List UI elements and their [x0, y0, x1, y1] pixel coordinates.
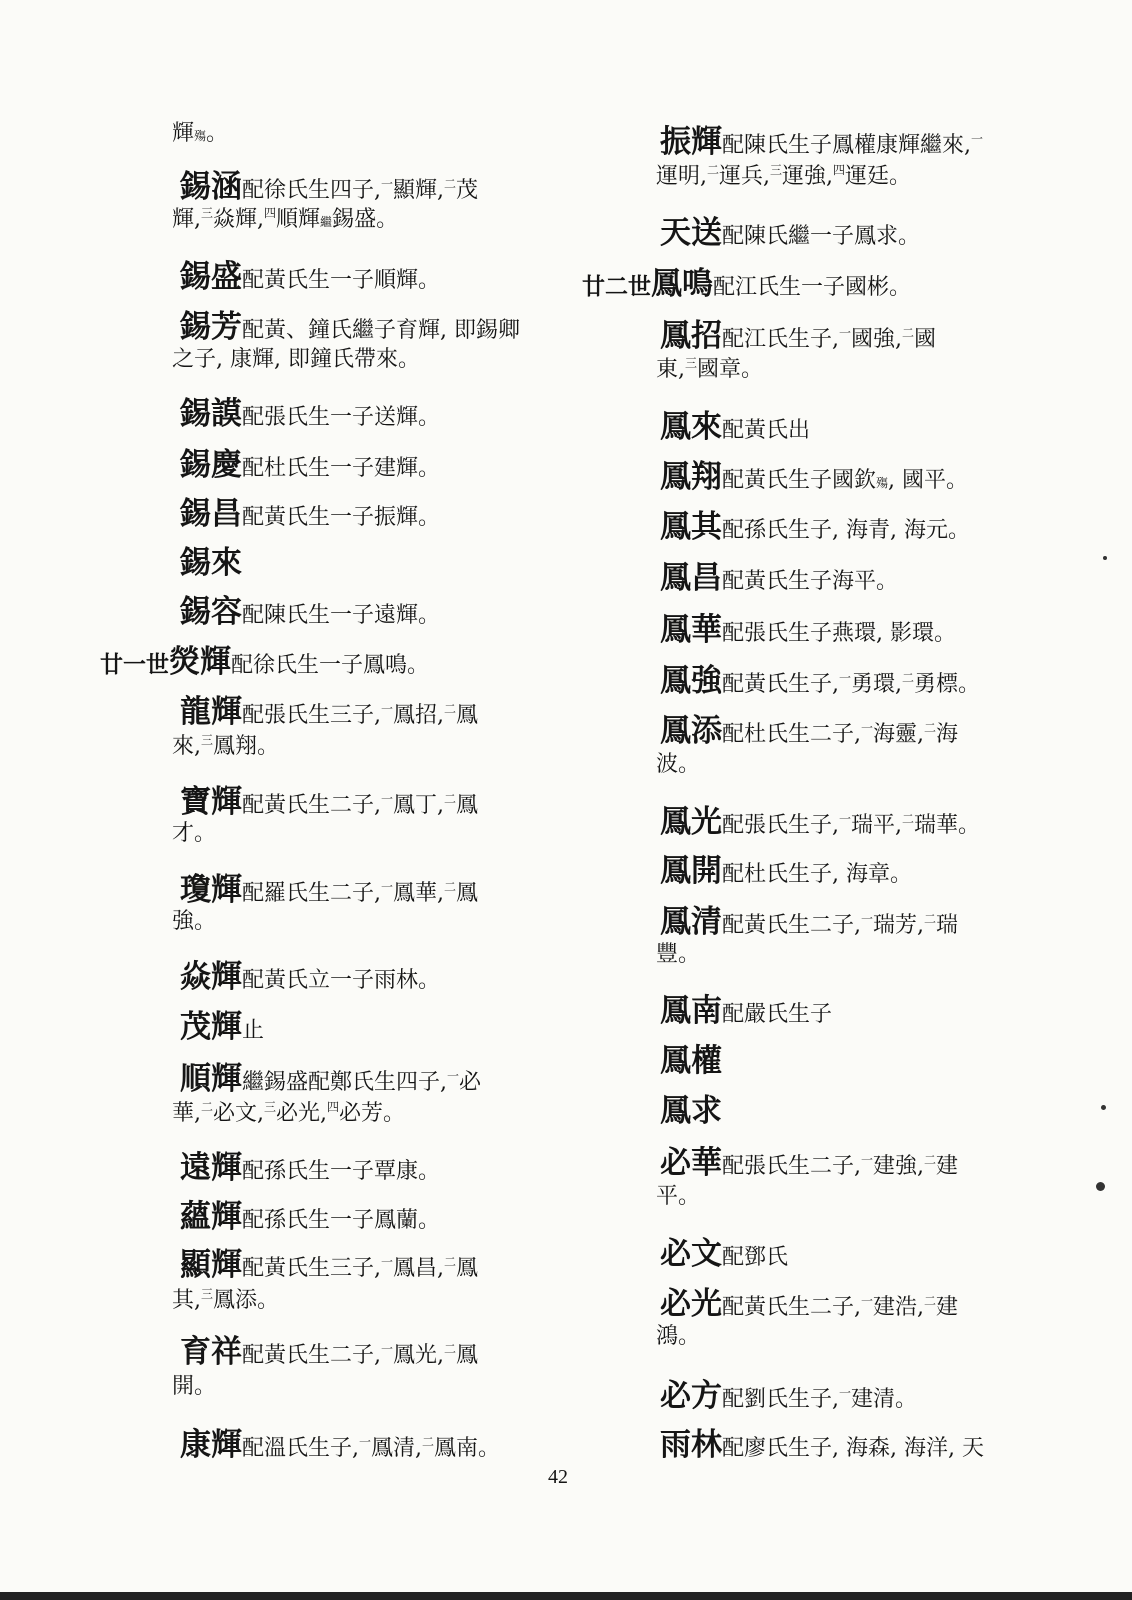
entry-line	[180, 169, 479, 205]
ordinal-marker: 一	[861, 912, 874, 926]
child-name: 必文,	[213, 1101, 265, 1126]
entry-text: 配孫氏生一子鳳蘭。	[242, 1208, 441, 1233]
entry-text: 配黃氏生子,	[722, 672, 839, 697]
ordinal-marker: 二	[444, 702, 457, 716]
child-name: 海靈,	[873, 722, 925, 747]
child-name: 鳳	[456, 881, 479, 906]
ordinal-marker: 三	[201, 1287, 214, 1301]
child-name: 鳳	[456, 1343, 479, 1368]
entry-text: 開。	[172, 1374, 217, 1399]
child-name: 國	[914, 327, 937, 352]
scan-border	[0, 1592, 1132, 1600]
person-name: 寶輝	[180, 784, 242, 820]
entry-text: 配黃氏生二子,	[242, 1343, 381, 1368]
child-name: 焱輝,	[213, 207, 265, 232]
child-name: 顯輝,	[393, 178, 445, 203]
entry-line	[180, 1150, 441, 1186]
person-name: 焱輝	[180, 959, 242, 995]
child-name: 運兵,	[719, 164, 771, 189]
ordinal-marker: 二	[444, 880, 457, 894]
child-name: 國強,	[851, 327, 903, 352]
entry-text: 配黃氏生子海平。	[722, 569, 899, 594]
child-name: 瑞	[936, 913, 959, 938]
entry-line	[660, 1427, 984, 1463]
entry-line	[172, 1376, 216, 1398]
entry-text: 配溫氏生子,	[242, 1436, 359, 1461]
ordinal-marker: 四	[833, 163, 846, 177]
entry-text: 東,	[656, 357, 685, 382]
child-name: 鳳華,	[393, 881, 445, 906]
entry-line	[656, 164, 911, 188]
ordinal-marker: 三	[201, 206, 214, 220]
entry-tail: 錫盛。	[332, 207, 399, 232]
entry-text: 平。	[656, 1184, 701, 1209]
scan-speck	[1101, 1105, 1106, 1110]
person-name: 鳳權	[660, 1043, 722, 1079]
entry-text: 配黃、鐘氏繼子育輝, 即錫卿	[242, 318, 520, 343]
child-name: 鳳清,	[371, 1436, 423, 1461]
child-name: 瑞芳,	[873, 913, 925, 938]
child-name: 運強,	[782, 164, 834, 189]
child-name: 茂	[456, 178, 479, 203]
entry-text: 配嚴氏生子	[722, 1002, 833, 1027]
entry-text: 配黃氏生三子,	[242, 1256, 381, 1281]
person-name: 鳳清	[660, 904, 722, 940]
ordinal-marker: 一	[861, 721, 874, 735]
entry-line	[180, 496, 441, 532]
entry-line	[172, 911, 216, 933]
person-name: 鳳光	[660, 804, 722, 840]
person-name: 鳳其	[660, 509, 722, 545]
entry-line	[180, 1427, 501, 1463]
ordinal-marker: 一	[447, 1069, 460, 1083]
entry-line	[660, 509, 970, 545]
entry-text: 鴻。	[656, 1324, 701, 1349]
entry-line	[660, 853, 912, 889]
entry-text: 配羅氏生二子,	[242, 881, 381, 906]
ordinal-marker: 一	[381, 1342, 394, 1356]
person-name: 鳳招	[660, 318, 722, 354]
entry-text: 配黃氏生一子振輝。	[242, 505, 441, 530]
entry-line	[180, 309, 520, 345]
child-name: 鳳招,	[393, 703, 445, 728]
entry-line	[172, 207, 398, 231]
page-number: 42	[548, 1466, 568, 1488]
entry-line	[660, 1145, 959, 1181]
entry-line	[660, 612, 956, 648]
ordinal-marker: 二	[902, 812, 915, 826]
ordinal-marker: 一	[839, 326, 852, 340]
child-name: 海	[936, 722, 959, 747]
child-name: 鳳添。	[213, 1288, 280, 1313]
ordinal-marker: 四	[327, 1100, 340, 1114]
person-name: 鳳求	[660, 1093, 722, 1129]
entry-line	[172, 123, 228, 145]
person-name: 錫慶	[180, 447, 242, 483]
child-name: 必光,	[276, 1101, 328, 1126]
entry-line	[660, 1043, 722, 1079]
person-name: 龍輝	[180, 694, 242, 730]
entry-text: 其,	[172, 1288, 201, 1313]
ordinal-marker: 二	[444, 1255, 457, 1269]
entry-text: 豐。	[656, 942, 701, 967]
entry-line	[180, 694, 479, 730]
entry-text: 配黃氏生一子順輝。	[242, 268, 441, 293]
ordinal-marker: 二	[902, 326, 915, 340]
person-name: 順輝	[180, 1061, 242, 1097]
person-name: 遠輝	[180, 1150, 242, 1186]
entry-line	[660, 124, 984, 160]
entry-line	[660, 713, 959, 749]
child-name: 建強,	[873, 1154, 925, 1179]
person-name: 天送	[660, 215, 722, 251]
entry-line	[172, 349, 420, 371]
person-name: 錫謨	[180, 396, 242, 432]
child-name: 瑞平,	[851, 813, 903, 838]
scan-speck	[1103, 556, 1107, 560]
entry-line	[660, 663, 981, 699]
person-name: 錫容	[180, 594, 242, 630]
entry-text: 配張氏生子燕環, 影環。	[722, 621, 956, 646]
ordinal-marker: 三	[201, 733, 214, 747]
ordinal-marker: 一	[839, 1386, 852, 1400]
person-name: 顯輝	[180, 1247, 242, 1283]
entry-line	[660, 1378, 918, 1414]
entry-line	[656, 1326, 700, 1348]
entry-line	[180, 1061, 482, 1097]
person-name: 錫盛	[180, 259, 242, 295]
ordinal-marker: 二	[444, 1342, 457, 1356]
child-name: 國章。	[697, 357, 764, 382]
entry-line	[172, 1288, 279, 1312]
entry-text: 配黃氏生二子,	[242, 793, 381, 818]
entry-line	[172, 734, 279, 758]
person-name: 錫涵	[180, 169, 242, 205]
entry-text: 配杜氏生一子建輝。	[242, 456, 441, 481]
person-name: 錫芳	[180, 309, 242, 345]
annotation-note: 繼	[320, 215, 333, 229]
entry-text: 來,	[172, 734, 201, 759]
entry-line	[180, 1009, 265, 1045]
entry-text: 配黃氏生二子,	[722, 913, 861, 938]
child-name: 鳳光,	[393, 1343, 445, 1368]
child-name: 勇環,	[851, 672, 903, 697]
entry-text: 配黃氏生子國欽	[722, 468, 877, 493]
entry-tail: , 國平。	[888, 468, 969, 493]
ordinal-marker: 二	[924, 1294, 937, 1308]
child-name: 建浩,	[873, 1295, 925, 1320]
entry-text: 波。	[656, 752, 701, 777]
child-name: 瑞華。	[914, 813, 981, 838]
child-name: 鳳昌,	[393, 1256, 445, 1281]
person-name: 蘊輝	[180, 1199, 242, 1235]
ordinal-marker: 二	[422, 1435, 435, 1449]
entry-text: 配劉氏生子,	[722, 1387, 839, 1412]
scan-speck	[1096, 1182, 1105, 1191]
person-name: 必方	[660, 1378, 722, 1414]
child-name: 鳳	[456, 793, 479, 818]
entry-text: 配張氏生二子,	[722, 1154, 861, 1179]
person-name: 鳳強	[660, 663, 722, 699]
ordinal-marker: 二	[201, 1100, 214, 1114]
entry-text: 配陳氏生一子遠輝。	[242, 603, 441, 628]
entry-text: 配杜氏生子, 海章。	[722, 862, 912, 887]
person-name: 鳳南	[660, 993, 722, 1029]
entry-text: 配黃氏立一子雨林。	[242, 968, 441, 993]
child-name: 必	[459, 1070, 482, 1095]
ordinal-marker: 二	[707, 163, 720, 177]
ordinal-marker: 一	[381, 702, 394, 716]
ordinal-marker: 一	[381, 880, 394, 894]
entry-text: 配張氏生子,	[722, 813, 839, 838]
entry-text: 配陳氏繼一子鳳求。	[722, 224, 921, 249]
child-name: 鳳	[456, 703, 479, 728]
entry-line	[180, 1334, 479, 1370]
child-name: 勇標。	[914, 672, 981, 697]
entry-tail: 。	[206, 121, 229, 146]
ordinal-marker: 三	[264, 1100, 277, 1114]
entry-text: 配孫氏生一子覃康。	[242, 1159, 441, 1184]
entry-line	[180, 594, 441, 630]
child-name: 鳳翔。	[213, 734, 280, 759]
entry-line	[656, 754, 700, 776]
child-name: 建清。	[851, 1387, 918, 1412]
person-name: 熒輝	[169, 644, 231, 680]
entry-line	[656, 357, 763, 381]
entry-line	[180, 396, 441, 432]
entry-text: 配張氏生三子,	[242, 703, 381, 728]
person-name: 茂輝	[180, 1009, 242, 1045]
ordinal-marker: 二	[444, 177, 457, 191]
entry-text: 運明,	[656, 164, 707, 189]
entry-text: 配黃氏生二子,	[722, 1295, 861, 1320]
entry-line	[660, 409, 811, 445]
entry-text: 配廖氏生子, 海森, 海洋, 天	[722, 1436, 984, 1461]
ordinal-marker: 二	[444, 792, 457, 806]
child-name: 必芳。	[339, 1101, 406, 1126]
child-name: 鳳	[456, 1256, 479, 1281]
ordinal-marker: 二	[902, 671, 915, 685]
entry-text: 配陳氏生子鳳權康輝繼來,	[722, 133, 971, 158]
entry-text: 止	[242, 1018, 265, 1043]
child-name: 鳳丁,	[393, 793, 445, 818]
entry-text: 配孫氏生子, 海青, 海元。	[722, 518, 970, 543]
entry-text: 輝,	[172, 207, 201, 232]
entry-text: 才。	[172, 821, 217, 846]
entry-line	[660, 1093, 722, 1129]
person-name: 鳳開	[660, 853, 722, 889]
ordinal-marker: 一	[381, 1255, 394, 1269]
child-name: 建	[936, 1295, 959, 1320]
person-name: 必華	[660, 1145, 722, 1181]
generation-label: 廿一世	[100, 651, 169, 678]
entry-text: 配徐氏生一子鳳鳴。	[231, 653, 430, 678]
person-name: 錫來	[180, 545, 242, 581]
entry-line	[180, 447, 441, 483]
entry-line	[180, 259, 441, 295]
ordinal-marker: 一	[839, 812, 852, 826]
entry-line	[180, 872, 479, 908]
entry-line	[172, 823, 216, 845]
person-name: 鳳鳴	[651, 266, 713, 302]
ordinal-marker: 一	[359, 1435, 372, 1449]
ordinal-marker: 一	[861, 1153, 874, 1167]
ordinal-marker: 一	[381, 177, 394, 191]
child-name: 運廷。	[845, 164, 912, 189]
person-name: 振輝	[660, 124, 722, 160]
person-name: 錫昌	[180, 496, 242, 532]
entry-text: 輝	[172, 121, 195, 146]
person-name: 鳳翔	[660, 459, 722, 495]
ordinal-marker: 三	[770, 163, 783, 177]
entry-line	[180, 545, 242, 581]
ordinal-marker: 一	[971, 132, 984, 146]
entry-text: 繼錫盛配鄭氏生四子,	[242, 1070, 447, 1095]
entry-line	[180, 784, 479, 820]
person-name: 必文	[660, 1236, 722, 1272]
entry-line	[660, 459, 969, 495]
entry-line	[100, 644, 430, 680]
entry-line	[660, 215, 921, 251]
ordinal-marker: 三	[685, 356, 698, 370]
entry-text: 配徐氏生四子,	[242, 178, 381, 203]
entry-line	[660, 318, 937, 354]
entry-text: 之子, 康輝, 即鐘氏帶來。	[172, 347, 420, 372]
child-name: 順輝	[276, 207, 321, 232]
entry-text: 配杜氏生二子,	[722, 722, 861, 747]
entry-line	[656, 1186, 700, 1208]
annotation-note: 殤	[876, 476, 889, 490]
person-name: 必光	[660, 1286, 722, 1322]
entry-line	[180, 1199, 441, 1235]
person-name: 鳳來	[660, 409, 722, 445]
ordinal-marker: 一	[381, 792, 394, 806]
entry-line	[660, 993, 833, 1029]
entry-line	[660, 1286, 959, 1322]
person-name: 育祥	[180, 1334, 242, 1370]
entry-text: 配江氏生子,	[722, 327, 839, 352]
entry-line	[660, 1236, 789, 1272]
ordinal-marker: 二	[924, 721, 937, 735]
entry-text: 配黃氏出	[722, 418, 811, 443]
generation-label: 廿二世	[582, 273, 651, 300]
person-name: 瓊輝	[180, 872, 242, 908]
ordinal-marker: 四	[264, 206, 277, 220]
entry-line	[660, 804, 981, 840]
entry-line	[660, 904, 959, 940]
ordinal-marker: 二	[924, 1153, 937, 1167]
entry-text: 配張氏生一子送輝。	[242, 405, 441, 430]
ordinal-marker: 二	[924, 912, 937, 926]
entry-text: 配鄧氏	[722, 1245, 789, 1270]
ordinal-marker: 一	[861, 1294, 874, 1308]
entry-line	[180, 959, 441, 995]
entry-text: 強。	[172, 909, 217, 934]
person-name: 康輝	[180, 1427, 242, 1463]
person-name: 鳳添	[660, 713, 722, 749]
person-name: 鳳昌	[660, 560, 722, 596]
entry-line	[180, 1247, 479, 1283]
entry-line	[660, 560, 899, 596]
entry-text: 華,	[172, 1101, 201, 1126]
entry-line	[582, 266, 912, 302]
entry-line	[172, 1101, 405, 1125]
child-name: 建	[936, 1154, 959, 1179]
person-name: 雨林	[660, 1427, 722, 1463]
entry-line	[656, 944, 700, 966]
person-name: 鳳華	[660, 612, 722, 648]
ordinal-marker: 一	[839, 671, 852, 685]
child-name: 鳳南。	[434, 1436, 501, 1461]
annotation-note: 殤	[194, 129, 207, 143]
entry-text: 配江氏生一子國彬。	[713, 275, 912, 300]
